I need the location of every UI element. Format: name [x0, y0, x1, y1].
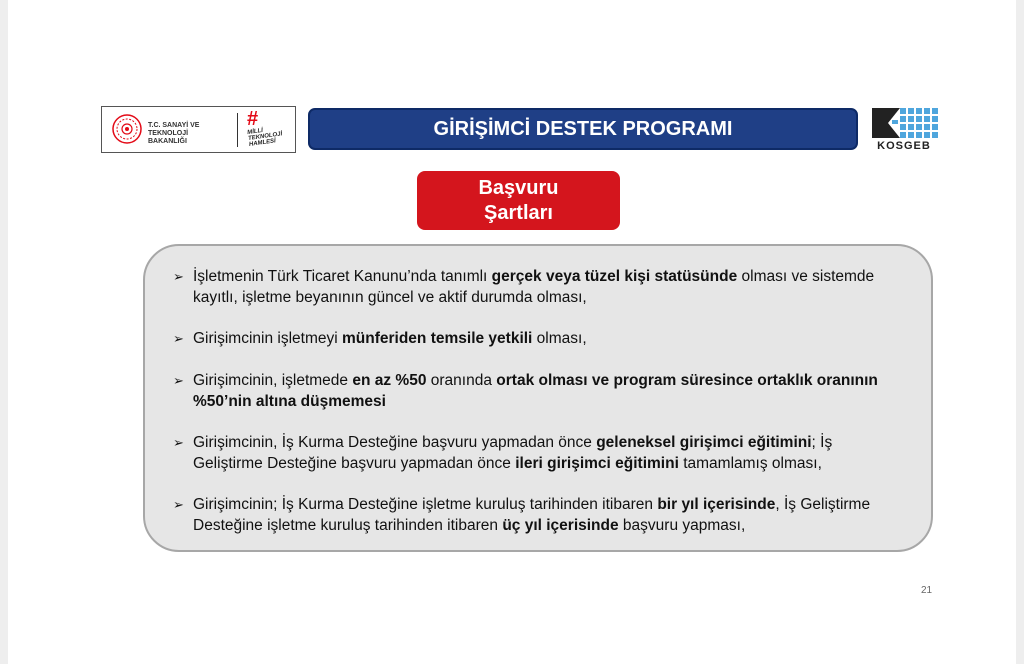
ministry-name: T.C. SANAYİ VE TEKNOLOJİ BAKANLIĞI	[148, 122, 200, 145]
requirement-text	[193, 494, 893, 536]
ministry-logo-box	[101, 106, 296, 153]
requirement-segment: Girişimcinin işletmeyi	[193, 330, 342, 347]
requirement-segment: Girişimcinin, işletmede	[193, 372, 353, 389]
requirement-item	[173, 328, 893, 349]
requirement-emphasis: ortak olması ve program süresince ortaklık oranının %50’nin altına düşmemesi	[193, 372, 878, 410]
ministry-seal-icon	[112, 114, 142, 144]
requirement-item	[173, 266, 893, 308]
requirement-segment: ; İş Geliştirme Desteğine başvuru yapmadan önce	[193, 434, 833, 472]
requirement-emphasis: ileri girişimci eğitimini	[515, 455, 679, 472]
requirement-emphasis: bir yıl içerisinde	[657, 496, 776, 513]
program-title: GİRİŞİMCİ DESTEK PROGRAMI	[308, 108, 858, 150]
requirement-emphasis: en az %50	[352, 372, 427, 389]
slide	[8, 0, 1016, 664]
requirement-segment: oranında	[426, 372, 497, 389]
requirement-text	[193, 370, 893, 412]
requirement-segment: Girişimcinin; İş Kurma Desteğine işletme kuruluş tarihinden itibaren	[193, 496, 658, 513]
requirement-text	[193, 328, 893, 349]
requirement-emphasis: üç yıl içerisinde	[502, 517, 619, 534]
section-badge	[417, 171, 620, 230]
kosgeb-emblem-icon	[868, 106, 940, 140]
bullet-arrow-icon: ➢	[173, 331, 184, 346]
requirement-text	[193, 266, 893, 308]
requirements-panel	[143, 244, 933, 552]
requirement-segment: olması ve sistemde kayıtlı, işletme beyanının güncel ve aktif durumda olması,	[193, 268, 875, 306]
requirement-segment: olması,	[532, 330, 587, 347]
page-number: 21	[921, 585, 933, 596]
badge-line-1: Başvuru	[478, 176, 559, 199]
logo-divider	[237, 113, 238, 147]
bullet-arrow-icon: ➢	[173, 435, 184, 450]
requirement-item	[173, 432, 893, 474]
bullet-arrow-icon: ➢	[173, 373, 184, 388]
kosgeb-label: KOSGEB	[877, 140, 931, 152]
milli-hashtag-icon: #	[247, 108, 259, 130]
badge-line-2: Şartları	[484, 201, 553, 224]
requirement-emphasis: geleneksel girişimci eğitimini	[596, 434, 812, 451]
milli-teknoloji-logo-text: MİLLİ TEKNOLOJİ HAMLESİ	[246, 127, 283, 148]
requirement-item	[173, 370, 893, 412]
requirement-text	[193, 432, 893, 474]
requirement-emphasis: gerçek veya tüzel kişi statüsünde	[491, 268, 738, 285]
requirement-emphasis: münferiden temsile yetkili	[342, 330, 533, 347]
requirement-segment: İşletmenin Türk Ticaret Kanunu’nda tanımlı	[193, 268, 492, 285]
bullet-arrow-icon: ➢	[173, 497, 184, 512]
requirement-item	[173, 494, 893, 536]
requirement-segment: başvuru yapması,	[618, 517, 746, 534]
requirement-segment: , İş Geliştirme Desteğine işletme kuruluş tarihinden itibaren	[193, 496, 871, 534]
kosgeb-logo	[868, 106, 940, 154]
bullet-arrow-icon: ➢	[173, 269, 184, 284]
requirement-segment: tamamlamış olması,	[678, 455, 822, 472]
requirement-segment: Girişimcinin, İş Kurma Desteğine başvuru yapmadan önce	[193, 434, 597, 451]
